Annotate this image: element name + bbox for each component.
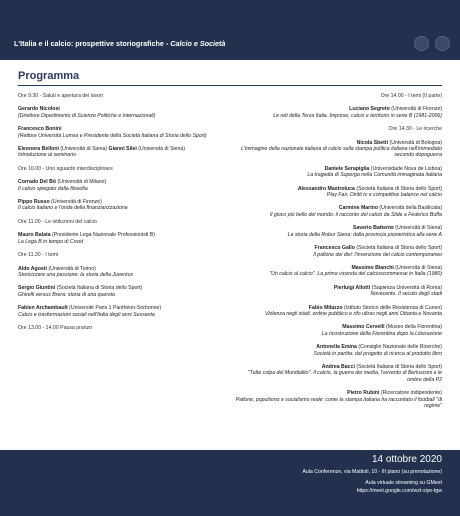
program-heading: Programma (18, 70, 80, 82)
speaker-affiliation: (Ricercatore indipendente) (379, 390, 442, 397)
speaker-affiliation: (Università di Milano) (56, 179, 107, 186)
speaker-affiliation: (Università di Siena) (393, 225, 442, 232)
speaker-affiliation: (Società Italiana di Storia dello Sport) (354, 185, 442, 192)
session-time: Ore 10.00 - Uno sguardo interdisciplinare (18, 165, 113, 172)
right-entry (232, 186, 442, 199)
session-time: Ore 11.30 - I temi (18, 252, 58, 259)
speaker-name: Pietro Rubini (347, 390, 380, 397)
speaker-affiliation: (Consiglio Nazionale delle Ricerche) (356, 344, 442, 351)
talk-title: La storia della Robur Siena: dalla provincia pionieristica alla serie A (287, 231, 442, 238)
title-banner (0, 30, 460, 60)
heading-rule (18, 85, 442, 86)
talk-title: Le reti della Terza Italia. Imprese, calcio e territorio in serie B (1981-2006) (273, 112, 442, 119)
speaker-affiliation: (Società Italiana di Storia dello Sport) (354, 245, 442, 252)
left-entry (18, 266, 238, 279)
speaker-affiliation: (Università di Siena) (58, 146, 109, 153)
talk-title: Introduzione al seminario (18, 152, 76, 159)
left-entry (18, 325, 238, 331)
program-right-column (232, 93, 442, 416)
speaker-name: Aldo Agosti (18, 265, 47, 272)
left-entry (18, 93, 238, 99)
talk-title: (Rettore Università Lumsa e Presidente della Società Italiana di Storia dello Sport) (18, 132, 207, 139)
speaker-name: Sergio Giuntini (18, 285, 56, 292)
speaker-name: Mauro Balata (18, 232, 51, 239)
talk-title: La ricostruzione della Fiorentina dopo la Liberazione (321, 330, 442, 337)
talk-title: L'immagine della nazionale italiana di calcio sulla stampa politica italiana nell'immediato secondo dopoguerra (241, 146, 442, 159)
speaker-name: Eleonora Belloni (18, 146, 59, 153)
speaker-name: Gerardo Nicolosi (18, 106, 60, 113)
speaker-name: Antonella Emina (316, 344, 357, 351)
talk-title: Novecento. Il secolo degli stadi (370, 291, 442, 298)
speaker-affiliation: (Istituto Storico delle Resistenza di Cuneo) (342, 304, 442, 311)
speaker-affiliation: (Università di Torino) (46, 265, 96, 272)
speaker-name: Daniele Serapiglia (324, 165, 370, 172)
left-entry (18, 219, 238, 225)
left-entry (18, 179, 238, 192)
talk-title: Il pallone dei divi: l'invenzione del calcio contemporaneo (313, 251, 442, 258)
right-entry (232, 265, 442, 278)
right-entry (232, 166, 442, 179)
talk-title: Ghirelli versus Brera: storia di una querela (18, 291, 115, 298)
speaker-affiliation: (Università della Basilicata) (377, 205, 442, 212)
right-entry (232, 305, 442, 318)
left-entry (18, 166, 238, 172)
logo-2 (435, 36, 450, 51)
talk-title: "Tutte colpa del Mundialito". Il calcio, la guerra dei media, l'avvento di Berlusconi e le ombre della P2 (247, 370, 442, 383)
speaker-affiliation: (Università di Firenze) (389, 106, 442, 113)
talk-title: Storicizzare una passione: la storia della Juventus (18, 271, 134, 278)
left-entry (18, 199, 238, 212)
right-entry (232, 390, 442, 409)
program-left-column (18, 93, 238, 338)
right-entry (232, 324, 442, 337)
talk-title: Play Fair. Diritti tv e competitive balance nel calcio (326, 192, 442, 199)
right-entry (232, 106, 442, 119)
left-entry (18, 232, 238, 245)
left-entry (18, 252, 238, 258)
talk-title: "Un calcio al calcio". La prima vicenda del calcioscommesse in Italia (1980) (269, 271, 442, 278)
right-entry (232, 126, 442, 132)
speaker-name: Carmine Marino (338, 205, 378, 212)
talk-title: Pallone, populismo e socialismo reale: come la stampa italiana ha raccontato il football "di regime" (235, 396, 442, 409)
talk-title: La tragedia di Superga nella Comunità immaginata italiana (307, 172, 442, 179)
right-entry (232, 364, 442, 383)
speaker-name: Saverio Battente (352, 225, 394, 232)
talk-title: (Direttore Dipartimento di Scienze Politiche e Internazionali) (18, 112, 156, 119)
session-time: Ore 9.30 - Saluti e apertura dei lavori (18, 93, 104, 99)
event-title: L'Italia e il calcio: prospettive storiografiche - Calcio e Società (14, 39, 226, 48)
top-band (0, 0, 460, 30)
left-entry (18, 285, 238, 298)
meet-link[interactable]: https://meet.google.com/wzt-siye-tgw (356, 488, 442, 494)
speaker-name: Pierluigi Allotti (333, 284, 371, 291)
speaker-affiliation: (Sapienza Università di Roma) (370, 284, 442, 291)
speaker-affiliation: (Universidade Nova de Lisboa) (369, 165, 442, 172)
left-entry (18, 126, 238, 139)
talk-title: Violenza negli stadi, ordine pubblico e rifo ultras negli anni Ottanta e Novanta (265, 310, 442, 317)
right-entry (232, 344, 442, 357)
talk-title: Società in partita: dal progetto di ricerca al prodotto libro (313, 350, 442, 357)
talk-title: La Lega B in tempo di Covid (18, 238, 84, 245)
speaker-name: Luciano Segreto (349, 106, 390, 113)
speaker-name: Massimo Cervelli (342, 324, 385, 331)
event-date: 14 ottobre 2020 (371, 454, 442, 465)
speaker-name: Massimo Bianchi (351, 264, 394, 271)
right-entry (232, 245, 442, 258)
event-location: Aula Conferenze, via Mattioli, 10 - III piano (su prenotazione) (302, 469, 442, 475)
talk-title: Il calcio italiano e l'onda della finanziarizzazione (18, 205, 128, 212)
left-entry (18, 146, 238, 159)
talk-title: Il gioco più bello del mondo: il racconto del calcio da Slide a Federico Buffa (269, 211, 442, 218)
institution-logos (414, 36, 450, 51)
session-time: Ore 13.00 - 14.00 Pausa pranzo (18, 324, 93, 331)
session-time: Ore 14.00 - I temi (II parte) (380, 93, 442, 99)
right-entry (232, 93, 442, 99)
speaker-name: Corrado Del Bò (18, 179, 57, 186)
right-entry (232, 140, 442, 159)
speaker-affiliation: (Presidente Lega Nazionale Professionisti B) (50, 232, 155, 239)
speaker-name: Francesco Bonini (18, 126, 62, 133)
speaker-affiliation: (Université Paris 1 Panthéon-Sorbonne) (67, 305, 162, 312)
logo-1 (414, 36, 429, 51)
speaker-name: Alessandro Mastroluca (297, 185, 355, 192)
talk-title: Calcio e trasformazioni sociali nell'Italia degli anni Sessanta (18, 311, 155, 318)
speaker-name: Francesco Gallo (314, 245, 355, 252)
speaker-name: Andrea Bacci (321, 363, 355, 370)
speaker-affiliation: (Società Italiana di Storia dello Sport) (354, 363, 442, 370)
streaming-info: Aula virtuale streaming su GMeet (365, 480, 442, 486)
speaker-name: Nicola Sbetti (356, 139, 389, 146)
speaker-name: Gianni Silei (108, 146, 137, 153)
speaker-affiliation: (Museo della Fiorentina) (384, 324, 442, 331)
left-entry (18, 106, 238, 119)
speaker-name: Pippo Russo (18, 199, 50, 206)
speaker-affiliation: (Università di Siena) (393, 264, 442, 271)
speaker-affiliation: (Università di Firenze) (49, 199, 102, 206)
right-entry (232, 285, 442, 298)
speaker-name: Fabio Milazzo (308, 304, 343, 311)
right-entry (232, 205, 442, 218)
speaker-affiliation: (Università di Siena) (136, 146, 185, 153)
talk-title: Il calcio spiegato dalla filosofia (18, 185, 88, 192)
speaker-affiliation: (Società Italiana di Storia dello Sport) (55, 285, 143, 292)
right-entry (232, 225, 442, 238)
speaker-affiliation: (Università di Bologna) (388, 139, 442, 146)
session-time: Ore 11.00 - Le istituzioni del calcio (18, 218, 97, 225)
speaker-name: Fabien Archambault (18, 305, 68, 312)
left-entry (18, 305, 238, 318)
session-time: Ore 14.30 - Le ricerche (388, 126, 442, 133)
